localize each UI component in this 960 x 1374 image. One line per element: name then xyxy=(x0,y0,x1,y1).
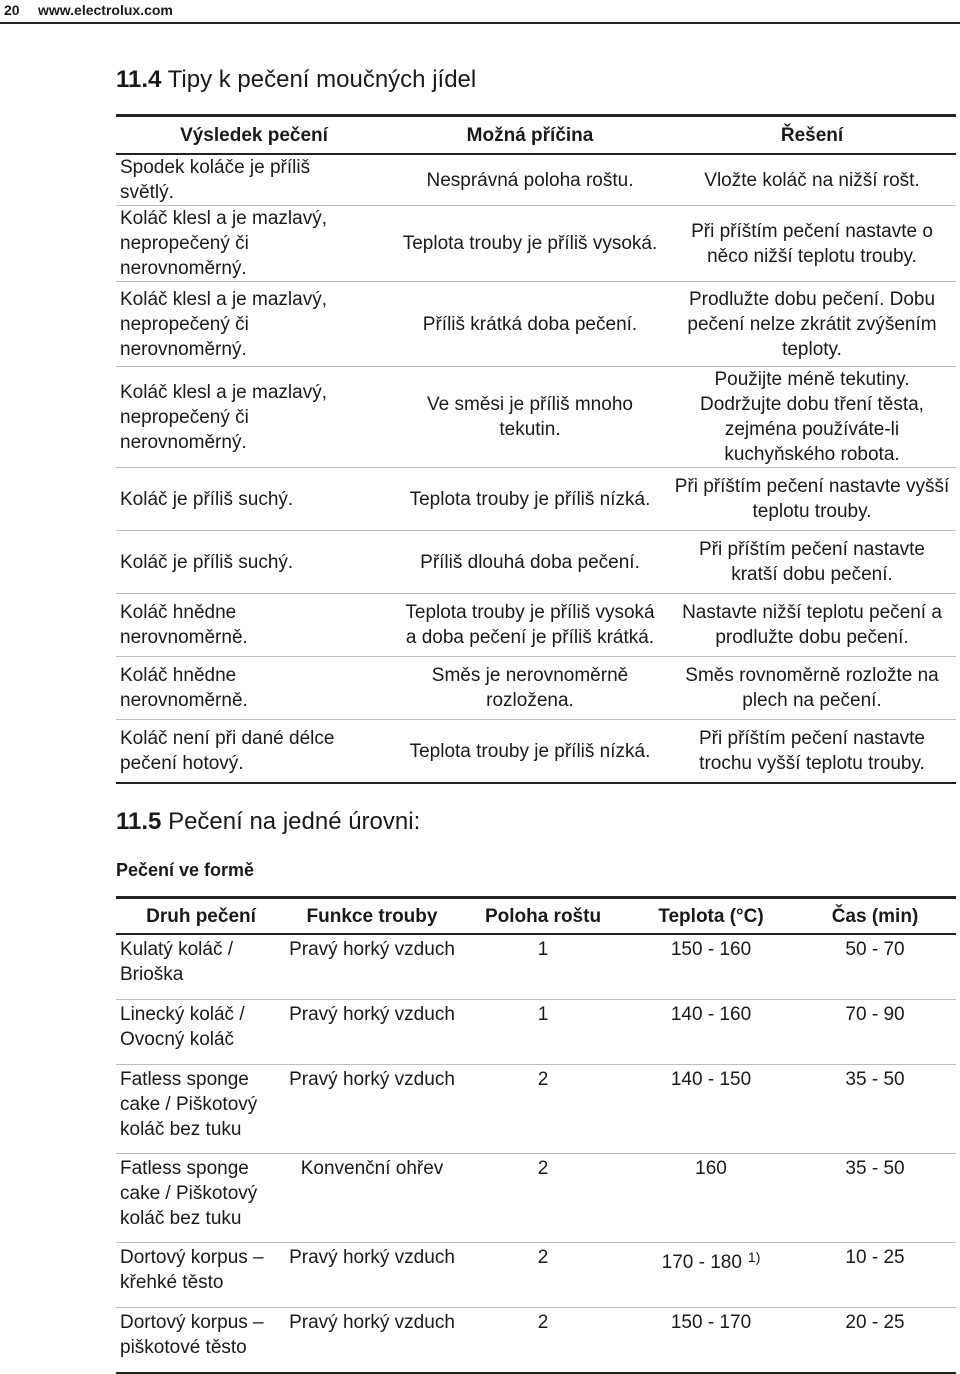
result-cell: Koláč je příliš suchý. xyxy=(116,531,392,594)
table-row xyxy=(116,657,956,720)
solution-cell: Při příštím pečení nastavte kratší dobu pečení. xyxy=(668,531,956,594)
result-cell: Koláč není při dané délce pečení hotový. xyxy=(116,720,392,784)
type-cell: Dortový korpus – piškotové těsto xyxy=(116,1308,286,1374)
table-row xyxy=(116,367,956,468)
solution-cell: Při příštím pečení nastavte vyšší teplotu trouby. xyxy=(668,468,956,531)
result-cell: Koláč hnědne nerovnoměrně. xyxy=(116,657,392,720)
time-cell: 50 - 70 xyxy=(794,934,956,1000)
table-row xyxy=(116,1154,956,1243)
cause-cell: Směs je nerovnoměrně rozložena. xyxy=(392,657,668,720)
column-header-solution: Řešení xyxy=(668,116,956,155)
type-cell: Fatless sponge cake / Piškotový koláč bez tuku xyxy=(116,1065,286,1154)
function-cell: Pravý horký vzduch xyxy=(286,1308,458,1374)
table-row xyxy=(116,1308,956,1374)
solution-cell: Použijte méně tekutiny. Dodržujte dobu tření těsta, zejména používáte-li kuchyňského robota. xyxy=(668,367,956,468)
section-heading-baking-tips xyxy=(116,66,476,94)
function-cell: Pravý horký vzduch xyxy=(286,1243,458,1308)
solution-cell: Vložte koláč na nižší rošt. xyxy=(668,154,956,206)
result-cell: Spodek koláče je příliš světlý. xyxy=(116,154,392,206)
section-number: 11.4 xyxy=(116,66,162,93)
baking-settings-table xyxy=(116,896,956,1374)
table-header-row xyxy=(116,116,956,155)
page-number: 20 xyxy=(4,2,20,18)
column-header-result: Výsledek pečení xyxy=(116,116,392,155)
solution-cell: Při příštím pečení nastavte o něco nižší teplotu trouby. xyxy=(668,206,956,282)
shelf-cell: 2 xyxy=(458,1065,628,1154)
table-row xyxy=(116,282,956,367)
cause-cell: Teplota trouby je příliš vysoká. xyxy=(392,206,668,282)
solution-cell: Nastavte nižší teplotu pečení a prodlužte dobu pečení. xyxy=(668,594,956,657)
solution-cell: Směs rovnoměrně rozložte na plech na pečení. xyxy=(668,657,956,720)
result-cell: Koláč je příliš suchý. xyxy=(116,468,392,531)
type-cell: Fatless sponge cake / Piškotový koláč bez tuku xyxy=(116,1154,286,1243)
section-title: Tipy k pečení moučných jídel xyxy=(167,66,477,93)
shelf-cell: 1 xyxy=(458,934,628,1000)
cause-cell: Příliš dlouhá doba pečení. xyxy=(392,531,668,594)
cause-cell: Teplota trouby je příliš nízká. xyxy=(392,720,668,784)
table-row xyxy=(116,934,956,1000)
table-row xyxy=(116,1065,956,1154)
page-header xyxy=(0,0,960,26)
shelf-cell: 1 xyxy=(458,1000,628,1065)
section-title: Pečení na jedné úrovni: xyxy=(168,808,421,835)
time-cell: 70 - 90 xyxy=(794,1000,956,1065)
shelf-cell: 2 xyxy=(458,1308,628,1374)
time-cell: 10 - 25 xyxy=(794,1243,956,1308)
shelf-cell: 2 xyxy=(458,1154,628,1243)
footnote-marker: 1) xyxy=(747,1249,761,1265)
function-cell: Konvenční ohřev xyxy=(286,1154,458,1243)
column-header-function: Funkce trouby xyxy=(286,898,458,935)
result-cell: Koláč klesl a je mazlavý, nepropečený či nerovnoměrný. xyxy=(116,206,392,282)
temperature-cell: 150 - 160 xyxy=(628,934,794,1000)
temperature-cell: 140 - 160 xyxy=(628,1000,794,1065)
column-header-time: Čas (min) xyxy=(794,898,956,935)
site-link[interactable]: www.electrolux.com xyxy=(38,2,173,18)
table-row xyxy=(116,1243,956,1308)
temperature-cell: 140 - 150 xyxy=(628,1065,794,1154)
section-heading-single-level xyxy=(116,808,420,836)
baking-tips-table xyxy=(116,114,956,784)
temperature-cell: 150 - 170 xyxy=(628,1308,794,1374)
type-cell: Dortový korpus – křehké těsto xyxy=(116,1243,286,1308)
result-cell: Koláč hnědne nerovnoměrně. xyxy=(116,594,392,657)
cause-cell: Nesprávná poloha roštu. xyxy=(392,154,668,206)
cause-cell: Teplota trouby je příliš nízká. xyxy=(392,468,668,531)
solution-cell: Prodlužte dobu pečení. Dobu pečení nelze zkrátit zvýšením teploty. xyxy=(668,282,956,367)
temperature-cell: 160 xyxy=(628,1154,794,1243)
time-cell: 20 - 25 xyxy=(794,1308,956,1374)
column-header-shelf: Poloha roštu xyxy=(458,898,628,935)
function-cell: Pravý horký vzduch xyxy=(286,934,458,1000)
table-row xyxy=(116,1000,956,1065)
table-row xyxy=(116,531,956,594)
header-rule xyxy=(0,22,960,24)
table-row xyxy=(116,720,956,784)
cause-cell: Ve směsi je příliš mnoho tekutin. xyxy=(392,367,668,468)
shelf-cell: 2 xyxy=(458,1243,628,1308)
temperature-cell xyxy=(628,1243,794,1308)
time-cell: 35 - 50 xyxy=(794,1154,956,1243)
cause-cell: Příliš krátká doba pečení. xyxy=(392,282,668,367)
column-header-type: Druh pečení xyxy=(116,898,286,935)
temperature-value: 170 - 180 xyxy=(661,1252,742,1273)
table-row xyxy=(116,154,956,206)
solution-cell: Při příštím pečení nastavte trochu vyšší teplotu trouby. xyxy=(668,720,956,784)
type-cell: Linecký koláč / Ovocný koláč xyxy=(116,1000,286,1065)
type-cell: Kulatý koláč / Brioška xyxy=(116,934,286,1000)
column-header-temperature: Teplota (°C) xyxy=(628,898,794,935)
section-number: 11.5 xyxy=(116,808,162,835)
table-row xyxy=(116,206,956,282)
function-cell: Pravý horký vzduch xyxy=(286,1000,458,1065)
time-cell: 35 - 50 xyxy=(794,1065,956,1154)
table-row xyxy=(116,594,956,657)
result-cell: Koláč klesl a je mazlavý, nepropečený či nerovnoměrný. xyxy=(116,282,392,367)
column-header-cause: Možná příčina xyxy=(392,116,668,155)
subsection-heading: Pečení ve formě xyxy=(116,860,255,880)
result-cell: Koláč klesl a je mazlavý, nepropečený či nerovnoměrný. xyxy=(116,367,392,468)
function-cell: Pravý horký vzduch xyxy=(286,1065,458,1154)
cause-cell: Teplota trouby je příliš vysoká a doba pečení je příliš krátká. xyxy=(392,594,668,657)
table-row xyxy=(116,468,956,531)
table-header-row xyxy=(116,898,956,935)
